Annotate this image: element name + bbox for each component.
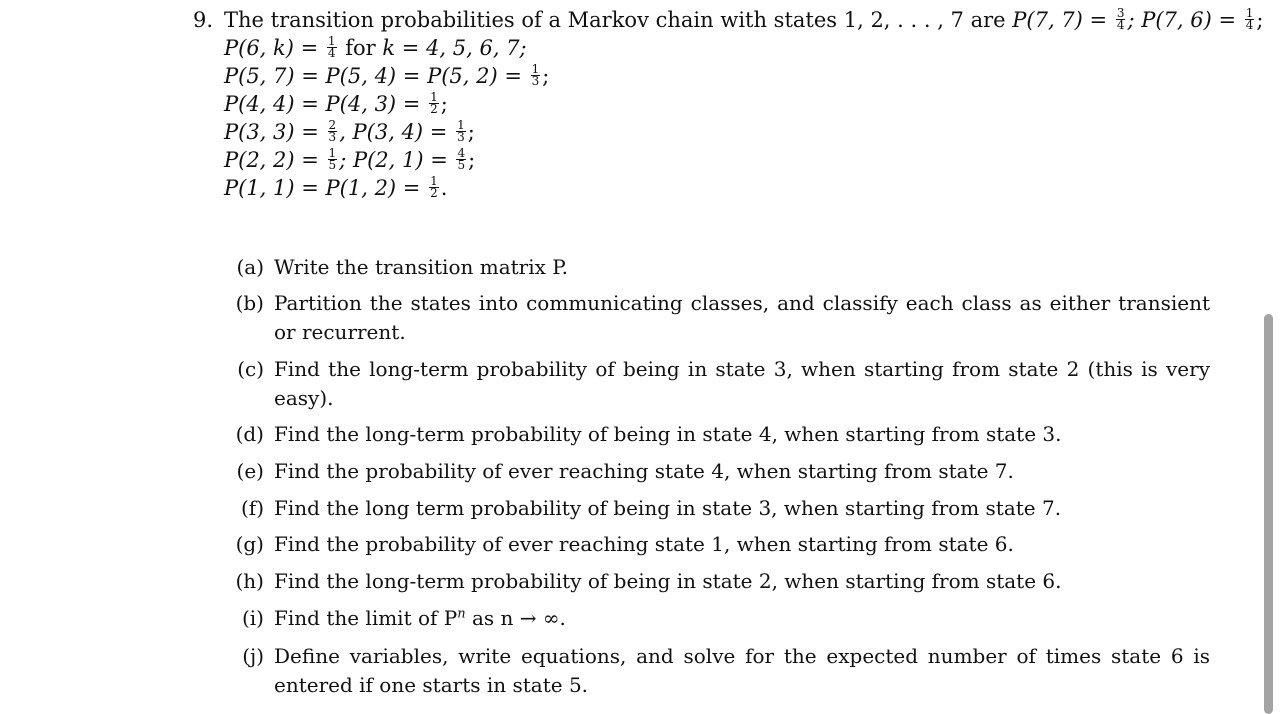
- fraction: $\frac{1}{3}$: [531, 62, 540, 88]
- part-e: (e) Find the probability of ever reaching state 4, when starting from state 7.: [236, 459, 1014, 483]
- part-c: (c) Find the long-term probability of being in state 3, when starting from state 2 (this is very easy).: [237, 357, 1210, 410]
- intro-line-3: P(5, 7) = P(5, 4) = P(5, 2) = $\frac{1}{3}$ ;: [224, 62, 550, 88]
- fraction: $\frac{1}{2}$: [430, 90, 438, 116]
- part-d: (d) Find the long-term probability of being in state 4, when starting from state 3.: [235, 422, 1062, 446]
- part-b: (b) Partition the states into communicating classes, and classify each class as either transient or recurrent.: [235, 291, 1210, 344]
- fraction: $\frac{1}{4}$: [327, 34, 336, 60]
- intro-line-7: P(1, 1) = P(1, 2) = $\frac{1}{2}$ .: [224, 174, 448, 200]
- intro-line-5: P(3, 3) = $\frac{2}{3}$ , P(3, 4) = $\frac{1}{3}$ ;: [224, 118, 475, 144]
- fraction: $\frac{1}{4}$: [1245, 6, 1254, 32]
- intro-line-6: P(2, 2) = $\frac{1}{5}$ ; P(2, 1) = $\frac{4}{5}$ ;: [224, 146, 476, 172]
- intro-line-2: P(6, k) = $\frac{1}{4}$ for k = 4, 5, 6, 7;: [224, 34, 527, 60]
- fraction: $\frac{1}{3}$: [457, 118, 465, 144]
- part-j: (j) Define variables, write equations, and solve for the expected number of times state 6 is entered if one starts in state 5.: [242, 644, 1210, 697]
- part-i: (i) Find the limit of $P^n$ as n → ∞.: [241, 606, 566, 630]
- part-a: (a) Write the transition matrix P.: [236, 255, 569, 279]
- part-h: (h) Find the long-term probability of being in state 2, when starting from state 6.: [235, 569, 1062, 593]
- fraction: $\frac{4}{5}$: [457, 146, 466, 172]
- part-f: (f) Find the long term probability of being in state 3, when starting from state 7.: [240, 496, 1062, 520]
- intro-line-1: The transition probabilities of a Markov chain with states 1, 2, . . . , 7 are P(7, 7) = $\frac{3}{4}$ ; P(7, 6) = $\frac{1}{4}$ ;: [224, 6, 1264, 32]
- part-g: (g) Find the probability of ever reaching state 1, when starting from state 6.: [235, 532, 1014, 556]
- fraction: $\frac{2}{3}$: [328, 118, 337, 144]
- intro-line-4: P(4, 4) = P(4, 3) = $\frac{1}{2}$ ;: [224, 90, 448, 116]
- problem-number: 9.: [193, 8, 214, 32]
- fraction: $\frac{1}{5}$: [328, 146, 337, 172]
- fraction: $\frac{3}{4}$: [1116, 6, 1125, 32]
- fraction: $\frac{1}{2}$: [430, 174, 438, 200]
- vertical-scrollbar-thumb[interactable]: [1264, 314, 1273, 714]
